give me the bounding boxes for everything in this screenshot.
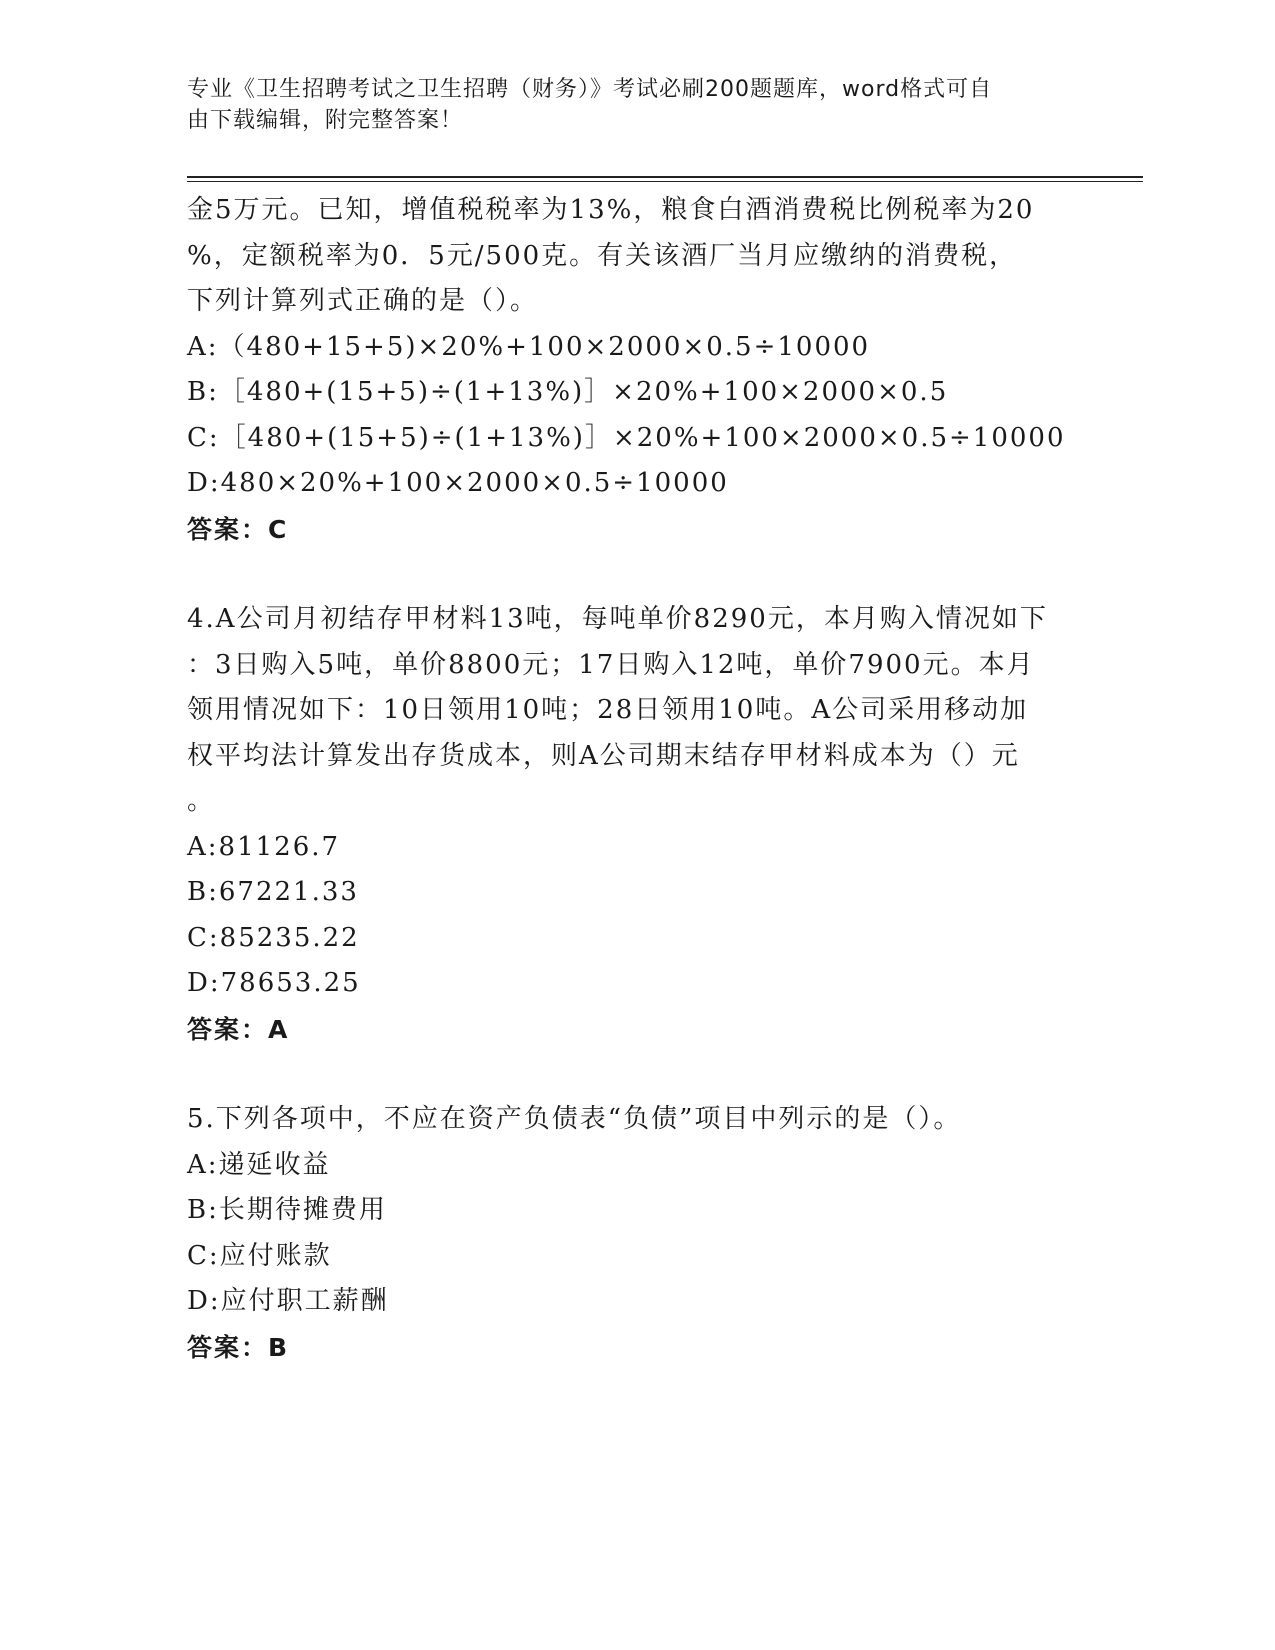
- option-d: D:应付职工薪酬: [187, 1286, 389, 1316]
- option-b: B:67221.33: [187, 877, 359, 907]
- question-5: [187, 1097, 1087, 1370]
- option-c: C:85235.22: [187, 922, 360, 953]
- question-gap: [187, 1052, 1087, 1097]
- option-a: A:递延收益: [187, 1149, 331, 1180]
- question-stem-line: %，定额税率为0．5元/500克。有关该酒厂当月应缴纳的消费税，: [187, 240, 1018, 271]
- answer-line: 答案：C: [187, 514, 289, 544]
- question-stem-line: 。: [187, 786, 216, 816]
- option-d: D:78653.25: [187, 968, 361, 998]
- option-c: C:［480+(15+5)÷(1+13%)］×20%+100×2000×0.5÷10000: [187, 422, 1066, 453]
- header-line-2: 由下载编辑，附完整答案！: [187, 108, 464, 133]
- question-stem-line: 领用情况如下：10日领用10吨；28日领用10吨。A公司采用移动加: [187, 695, 1029, 725]
- question-stem-line: 下列计算列式正确的是（）。: [187, 286, 539, 316]
- header-line-1: 专业《卫生招聘考试之卫生招聘（财务）》考试必刷200题题库，word格式可自: [187, 77, 993, 102]
- option-a: A:81126.7: [187, 831, 341, 862]
- option-b: B:［480+(15+5)÷(1+13%)］×20%+100×2000×0.5: [187, 377, 949, 407]
- question-stem-line: ：3日购入5吨，单价8800元；17日购入12吨，单价7900元。本月: [187, 649, 1035, 680]
- question-stem-line: 5.下列各项中，不应在资产负债表“负债”项目中列示的是（）。: [187, 1104, 962, 1134]
- option-a: A:（480+15+5)×20%+100×2000×0.5÷10000: [187, 331, 871, 362]
- question-stem-line: 权平均法计算发出存货成本，则A公司期末结存甲材料成本为（）元: [187, 740, 1020, 771]
- answer-line: 答案：B: [187, 1332, 290, 1362]
- document-header: [187, 74, 1087, 136]
- option-b: B:长期待摊费用: [187, 1195, 387, 1225]
- header-rule-thin: [187, 181, 1143, 182]
- question-4: [187, 597, 1087, 1052]
- header-rule-thick: [187, 176, 1143, 178]
- question-3: [187, 188, 1087, 552]
- question-stem-line: 4.A公司月初结存甲材料13吨，每吨单价8290元，本月购入情况如下: [187, 604, 1048, 634]
- option-d: D:480×20%+100×2000×0.5÷10000: [187, 468, 729, 498]
- answer-line: 答案：A: [187, 1014, 290, 1044]
- question-stem-line: 金5万元。已知，增值税税率为13%，粮食白酒消费税比例税率为20: [187, 195, 1035, 225]
- option-c: C:应付账款: [187, 1240, 332, 1271]
- document-body: [187, 188, 1087, 1370]
- question-gap: [187, 552, 1087, 597]
